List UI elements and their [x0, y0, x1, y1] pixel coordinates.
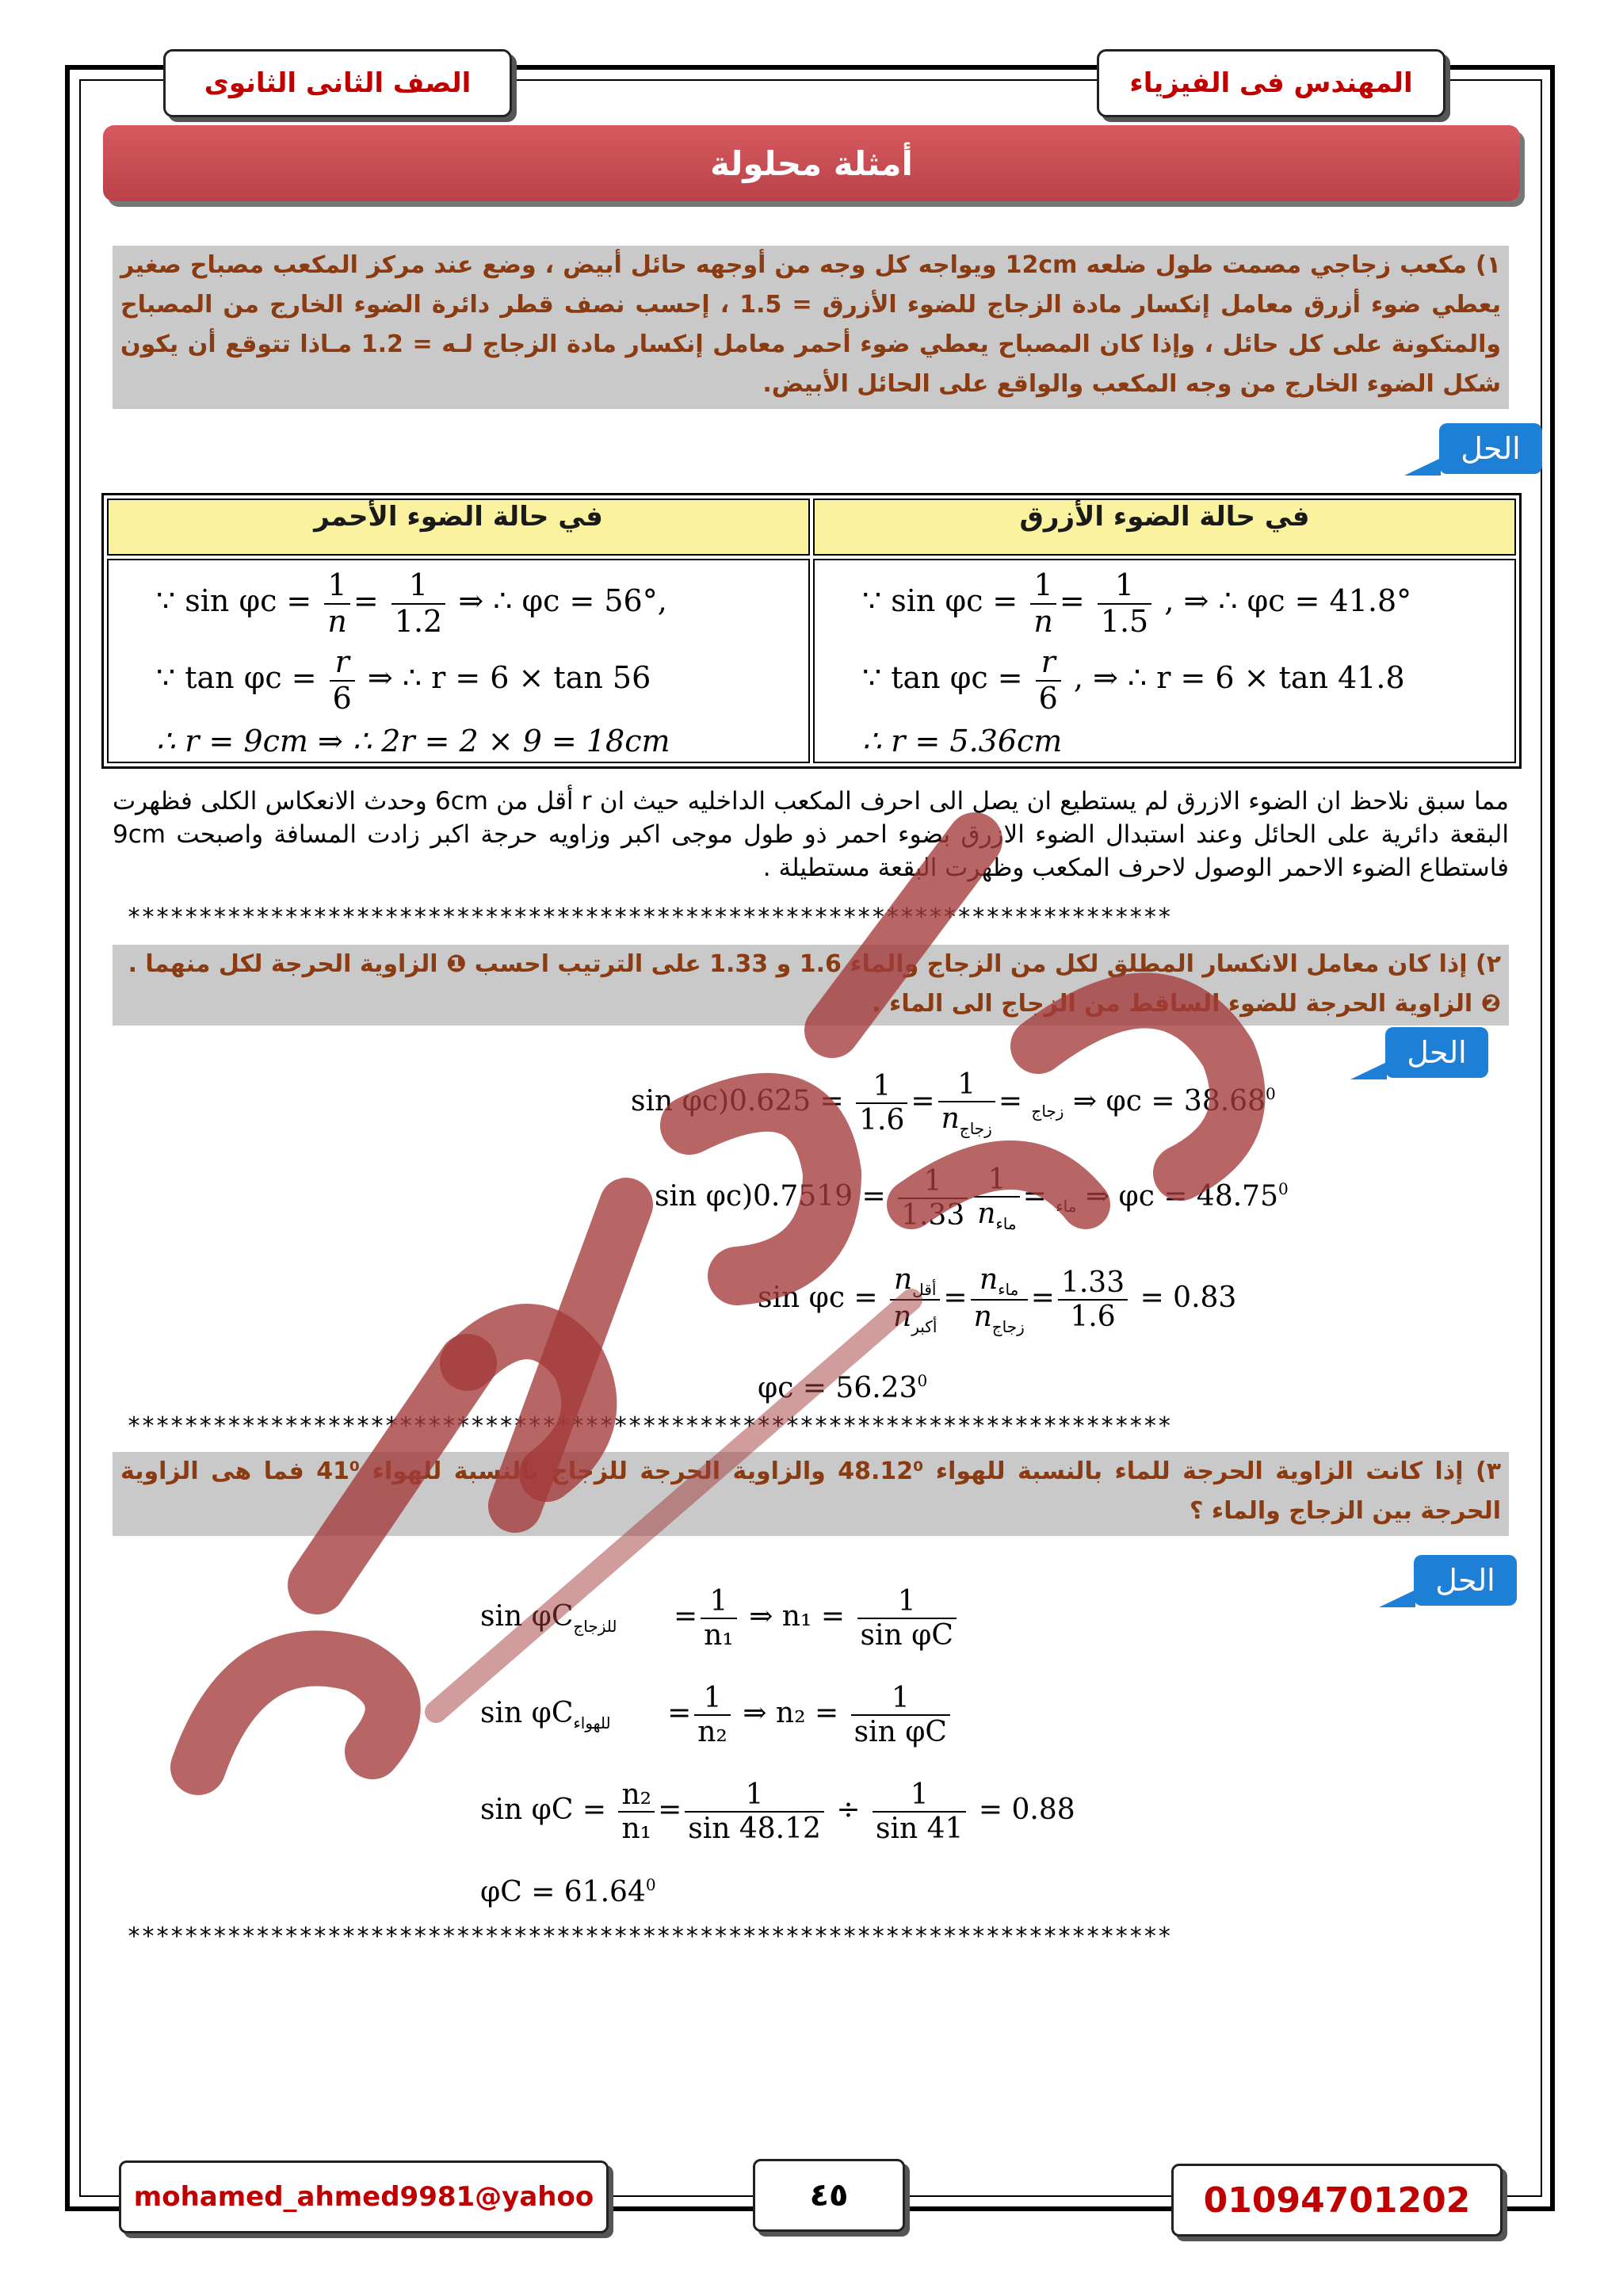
- solution-badge-2-tail: [1350, 1062, 1387, 1079]
- comparison-table: [101, 493, 1522, 769]
- separator-2: *************************************************************************: [127, 1412, 1172, 1440]
- separator-3: *************************************************************************: [127, 1923, 1172, 1950]
- q3-equation-3: sin φC = $\frac{\text{n₂}}{\text{n₁}}$ = $\frac{1}{\sin 48.12}$ ÷ $\frac{1}{\sin 41}$ = 0.88: [480, 1778, 1075, 1845]
- footer-email: mohamed_ahmed9981@yahoo: [133, 2181, 594, 2213]
- solution-badge-3-tail: [1379, 1590, 1415, 1607]
- blue-light-cell: [813, 559, 1516, 763]
- solution-badge-1-tail: [1404, 458, 1441, 476]
- footer-phone: 01094701202: [1203, 2179, 1471, 2221]
- q2-equation-1: sin φc) $_{زجاج}$ = $\frac{1}{n_{زجاج}}$ = $\frac{1}{1.6}$ = 0.625 ⇒ $\varphi c = 38.68^0$: [631, 1068, 1276, 1138]
- header-subject-box: [1097, 49, 1445, 117]
- blue-light-header: في حالة الضوء الأزرق: [813, 499, 1516, 556]
- separator-1: *************************************************************************: [127, 904, 1172, 931]
- solution-badge-2: [1385, 1027, 1488, 1078]
- blue-eq-1: ∵ sin φc = $\frac{1}{n}$ = $\frac{1}{1.5}$ , ⇒ ∴ φc = 41.8°: [862, 567, 1412, 639]
- banner-title: أمثلة محلولة: [710, 143, 913, 183]
- red-eq-3: ∴ r = 9cm ⇒ ∴ 2r = 2 × 9 = 18cm: [156, 723, 670, 758]
- red-light-cell: [107, 559, 810, 763]
- question-1: [113, 246, 1509, 409]
- question-1-text: ١) مكعب زجاجي مصمت طول ضلعه 12cm ويواجه كل وجه من أوجهه حائل أبيض ، وضع عند مركز المكعب مصباح صغير يعطي ضوء أزرق معامل إنكسار مادة الزجاج للضوء الأزرق = 1.5 ، إحسب نصف قطر دائرة الضوء الخارج من المصباح والمتكونة على كل حائل ، وإذا كان المصباح يعطي ضوء أحمر معامل إنكسار مادة الزجاج لـه = 1.2 مـاذا تتوقع أن يكون شكل الضوء الخارج من وجه المكعب والواقع على الحائل الأبيض.: [120, 251, 1501, 398]
- question-3: [113, 1452, 1509, 1536]
- question-2: [113, 945, 1509, 1026]
- blue-eq-3: ∴ r = 5.36cm: [862, 723, 1063, 758]
- q1-explanation: مما سبق نلاحظ ان الضوء الازرق لم يستطيع ان يصل الى احرف المكعب الداخليه حيث ان r أقل من 6cm وحدث الانعكاس الكلى فظهرت البقعة دائرية على الحائل وعند استبدال الضوء الازرق بضوء احمر ذو طول موجى اكبر وزاويه حرجة اكبر زادت المسافة واصبحت 9cm فاستطاع الضوء الاحمر الوصول لاحرف المكعب وظهرت البقعة مستطيلة .: [113, 787, 1509, 882]
- question-2-line-1: ٢) إذا كان معامل الانكسار المطلق لكل من الزجاج والماء 1.6 و 1.33 على الترتيب احسب ❶ الزاوية الحرجة لكل منهما .: [128, 950, 1501, 978]
- q3-equation-2: $\sin \varphi C_{للهواء}$ = $\frac{1}{\text{n₂}}$ ⇒ n₂ = $\frac{1}{\text{sin φC}}$: [480, 1682, 953, 1748]
- red-eq-2: ∵ tan φc = $\frac{r}{6}$ ⇒ ∴ r = 6 × tan 56: [156, 644, 651, 716]
- q3-equation-1: $\sin \varphi C_{للزجاج}$ = $\frac{1}{\text{n₁}}$ ⇒ n₁ = $\frac{1}{\text{sin φC}}$: [480, 1585, 960, 1652]
- q2-equation-4: $\varphi c = 56.23^0$: [758, 1371, 928, 1404]
- header-subject-label: المهندس فى الفيزياء: [1129, 67, 1413, 99]
- page-number: ٤٥: [809, 2177, 849, 2214]
- question-2-line-2: ❷ الزاوية الحرجة للضوء الساقط من الزجاج الى الماء .: [872, 990, 1501, 1018]
- red-light-header: في حالة الضوء الأحمر: [107, 499, 810, 556]
- q3-equation-4: $\varphi C = 61.64^0$: [480, 1875, 656, 1908]
- footer-email-box: [119, 2160, 609, 2233]
- solution-label-3: الحل: [1435, 1563, 1495, 1598]
- footer-phone-box: [1171, 2164, 1503, 2237]
- question-3-text: ٣) إذا كانت الزاوية الحرجة للماء بالنسبة للهواء 48.12⁰ والزاوية الحرجة للزجاج بالنسبة للهواء 41⁰ فما هى الزاوية الحرجة بين الزجاج والماء ؟: [120, 1457, 1501, 1525]
- q2-equation-2: sin φc) $_{ماء}$ = $\frac{1}{n_{ماء}}$ $\frac{1}{1.33}$ = 0.7519 ⇒ $\varphi c = 48.75^0$: [655, 1163, 1289, 1233]
- q2-equation-3: sin φc = $\frac{n_{أقل}}{n_{أكبر}}$ = $\frac{n_{ماء}}{n_{زجاج}}$ = $\frac{1.33}{1.6}$ = 0.83: [758, 1263, 1237, 1336]
- footer-page-box: [753, 2159, 905, 2232]
- solution-badge-3: [1414, 1555, 1517, 1606]
- solution-label-2: الحل: [1407, 1035, 1467, 1070]
- blue-eq-2: ∵ tan φc = $\frac{r}{6}$ , ⇒ ∴ r = 6 × tan 41.8: [862, 644, 1405, 716]
- header-grade-label: الصف الثانى الثانوى: [204, 67, 472, 99]
- solution-label-1: الحل: [1461, 431, 1521, 466]
- solution-badge-1: [1439, 423, 1542, 474]
- section-banner: [103, 125, 1520, 201]
- red-eq-1: ∵ sin φc = $\frac{1}{n}$ = $\frac{1}{1.2}$ ⇒ ∴ φc = 56°,: [156, 567, 667, 639]
- header-grade-box: [163, 49, 512, 117]
